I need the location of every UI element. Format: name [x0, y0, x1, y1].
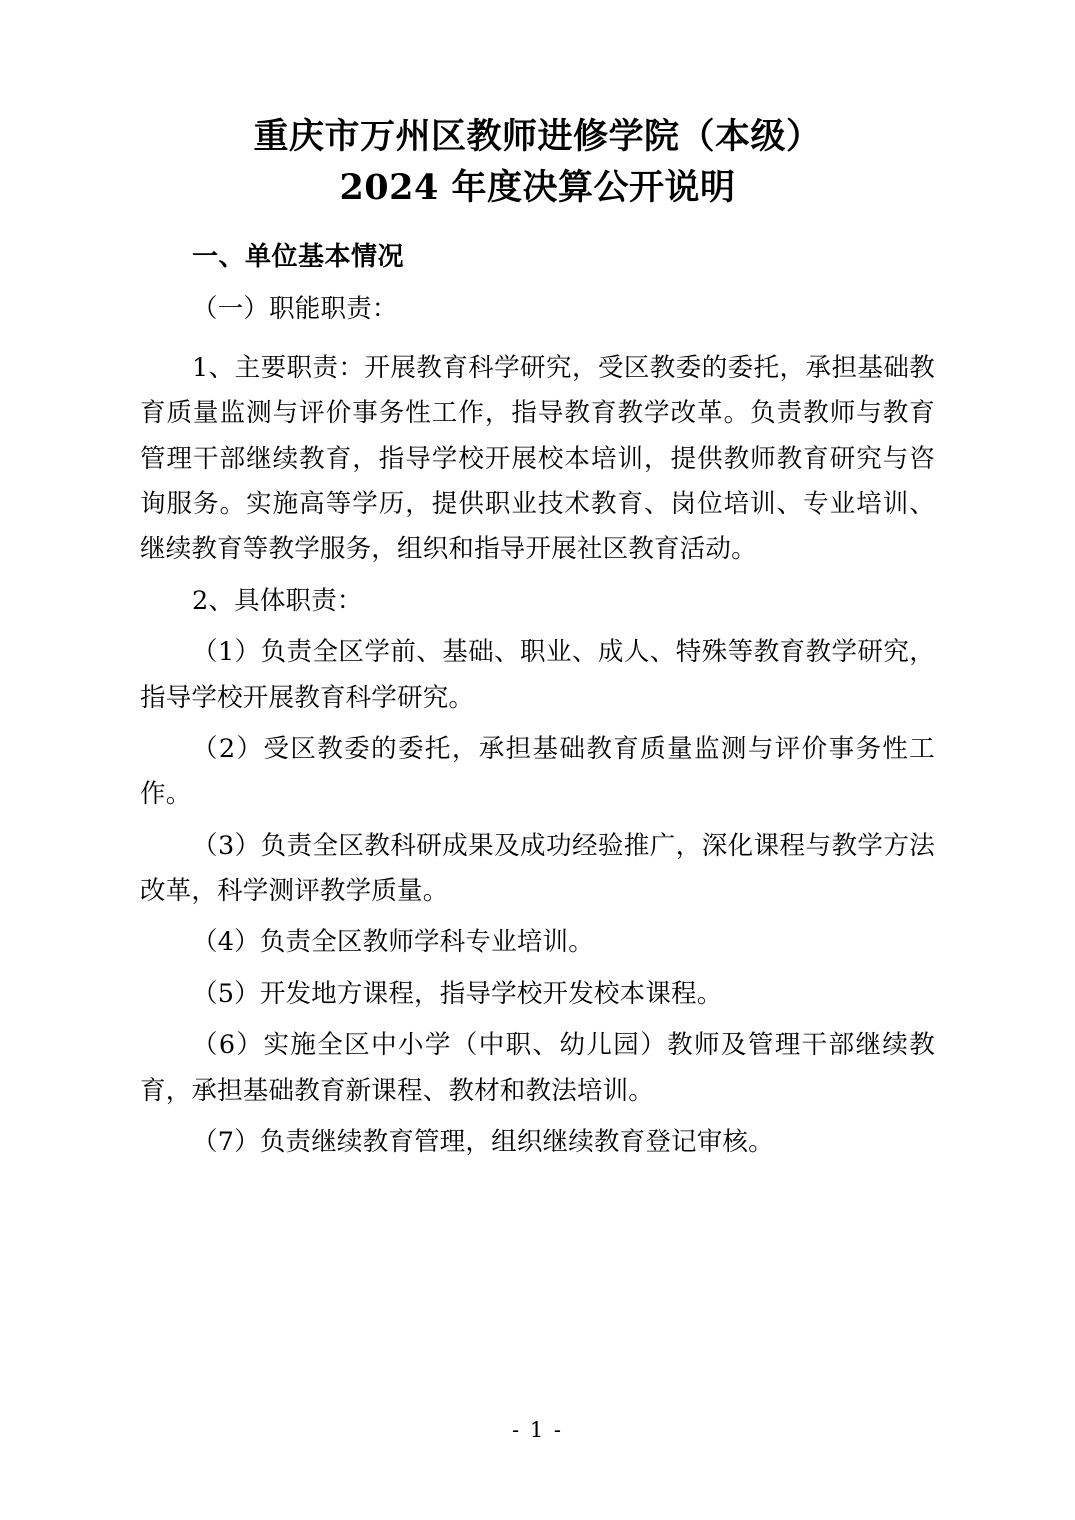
title-line-1: 重庆市万州区教师进修学院（本级）: [253, 116, 822, 157]
paragraph-duty-4: （4）负责全区教师学科专业培训。: [192, 927, 594, 958]
paragraph-duty-2: （2）受区教委的委托，承担基础教育质量监测与评价事务性工作。: [140, 733, 935, 810]
paragraph-duties-intro: （一）职能职责：: [192, 293, 398, 324]
title-line-2: 2024 年度决算公开说明: [339, 166, 736, 208]
paragraph-duty-1: （1）负责全区学前、基础、职业、成人、特殊等教育教学研究，指导学校开展教育科学研究。: [140, 637, 935, 713]
paragraph-specific-duties-intro: 2、具体职责：: [192, 585, 363, 616]
page-number: - 1 -: [512, 1418, 563, 1442]
paragraph-duty-6: （6）实施全区中小学（中职、幼儿园）教师及管理干部继续教育，承担基础教育新课程、教材和教法培训。: [140, 1030, 935, 1106]
paragraph-duty-7: （7）负责继续教育管理，组织继续教育登记审核。: [192, 1126, 774, 1157]
section-heading-unit-basic-info: 一、单位基本情况: [192, 241, 405, 272]
page-title: [140, 112, 935, 214]
paragraph-duty-5: （5）开发地方课程，指导学校开发校本课程。: [192, 978, 723, 1009]
paragraph-duty-3: （3）负责全区教科研成果及成功经验推广，深化课程与教学方法改革，科学测评教学质量。: [140, 830, 935, 906]
paragraph-main-duties: 1、主要职责：开展教育科学研究，受区教委的委托，承担基础教育质量监测与评价事务性工作，指导教育教学改革。负责教师与教育管理干部继续教育，指导学校开展校本培训，提供教师教育研究与咨询服务。实施高等学历，提供职业技术教育、岗位培训、专业培训、继续教育等教学服务，组织和指导开展社区教育活动。: [140, 352, 935, 565]
